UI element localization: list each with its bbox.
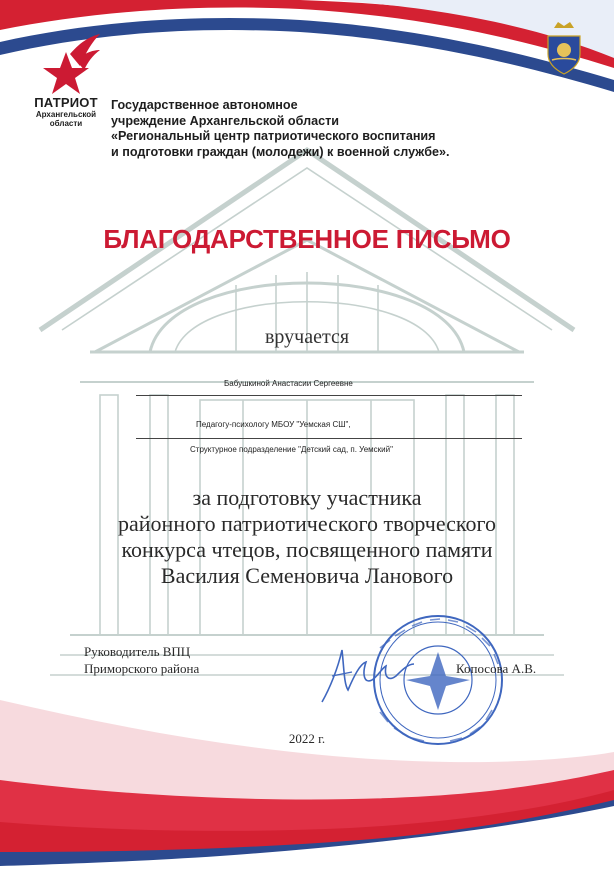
issue-year: 2022 г. <box>288 731 326 746</box>
reason-line: Василия Семеновича Ланового <box>160 563 454 588</box>
logo-subtitle-line1: Архангельской <box>35 110 97 119</box>
document-title: БЛАГОДАРСТВЕННОЕ ПИСЬМО <box>103 224 511 254</box>
signatory-role-line: Руководитель ВПЦ <box>84 644 191 659</box>
organization-line: Государственное автономное <box>111 98 298 112</box>
organization-line: «Региональный центр патриотического воспитания <box>111 129 436 143</box>
recipient-position: Педагогу-психологу МБОУ "Уемская СШ", <box>196 420 351 429</box>
reason-line: конкурса чтецов, посвященного памяти <box>121 537 493 562</box>
organization-line: и подготовки граждан (молодежи) к военной службе». <box>111 144 450 159</box>
reason-line: районного патриотического творческого <box>118 511 496 536</box>
logo-subtitle-line2: области <box>49 119 83 128</box>
logo-name: ПАТРИОТ <box>34 95 98 110</box>
reason-line: за подготовку участника <box>192 485 422 510</box>
awarded-to-label: вручается <box>264 326 350 348</box>
signatory-name: Копосова А.В. <box>456 661 537 676</box>
recipient-name: Бабушкиной Анастасии Сергеевне <box>224 379 353 388</box>
organization-line: учреждение Архангельской области <box>111 113 340 128</box>
signatory-role-line: Приморского района <box>84 661 200 676</box>
recipient-unit: Структурное подразделение "Детский сад, п. Уемский" <box>190 445 393 454</box>
